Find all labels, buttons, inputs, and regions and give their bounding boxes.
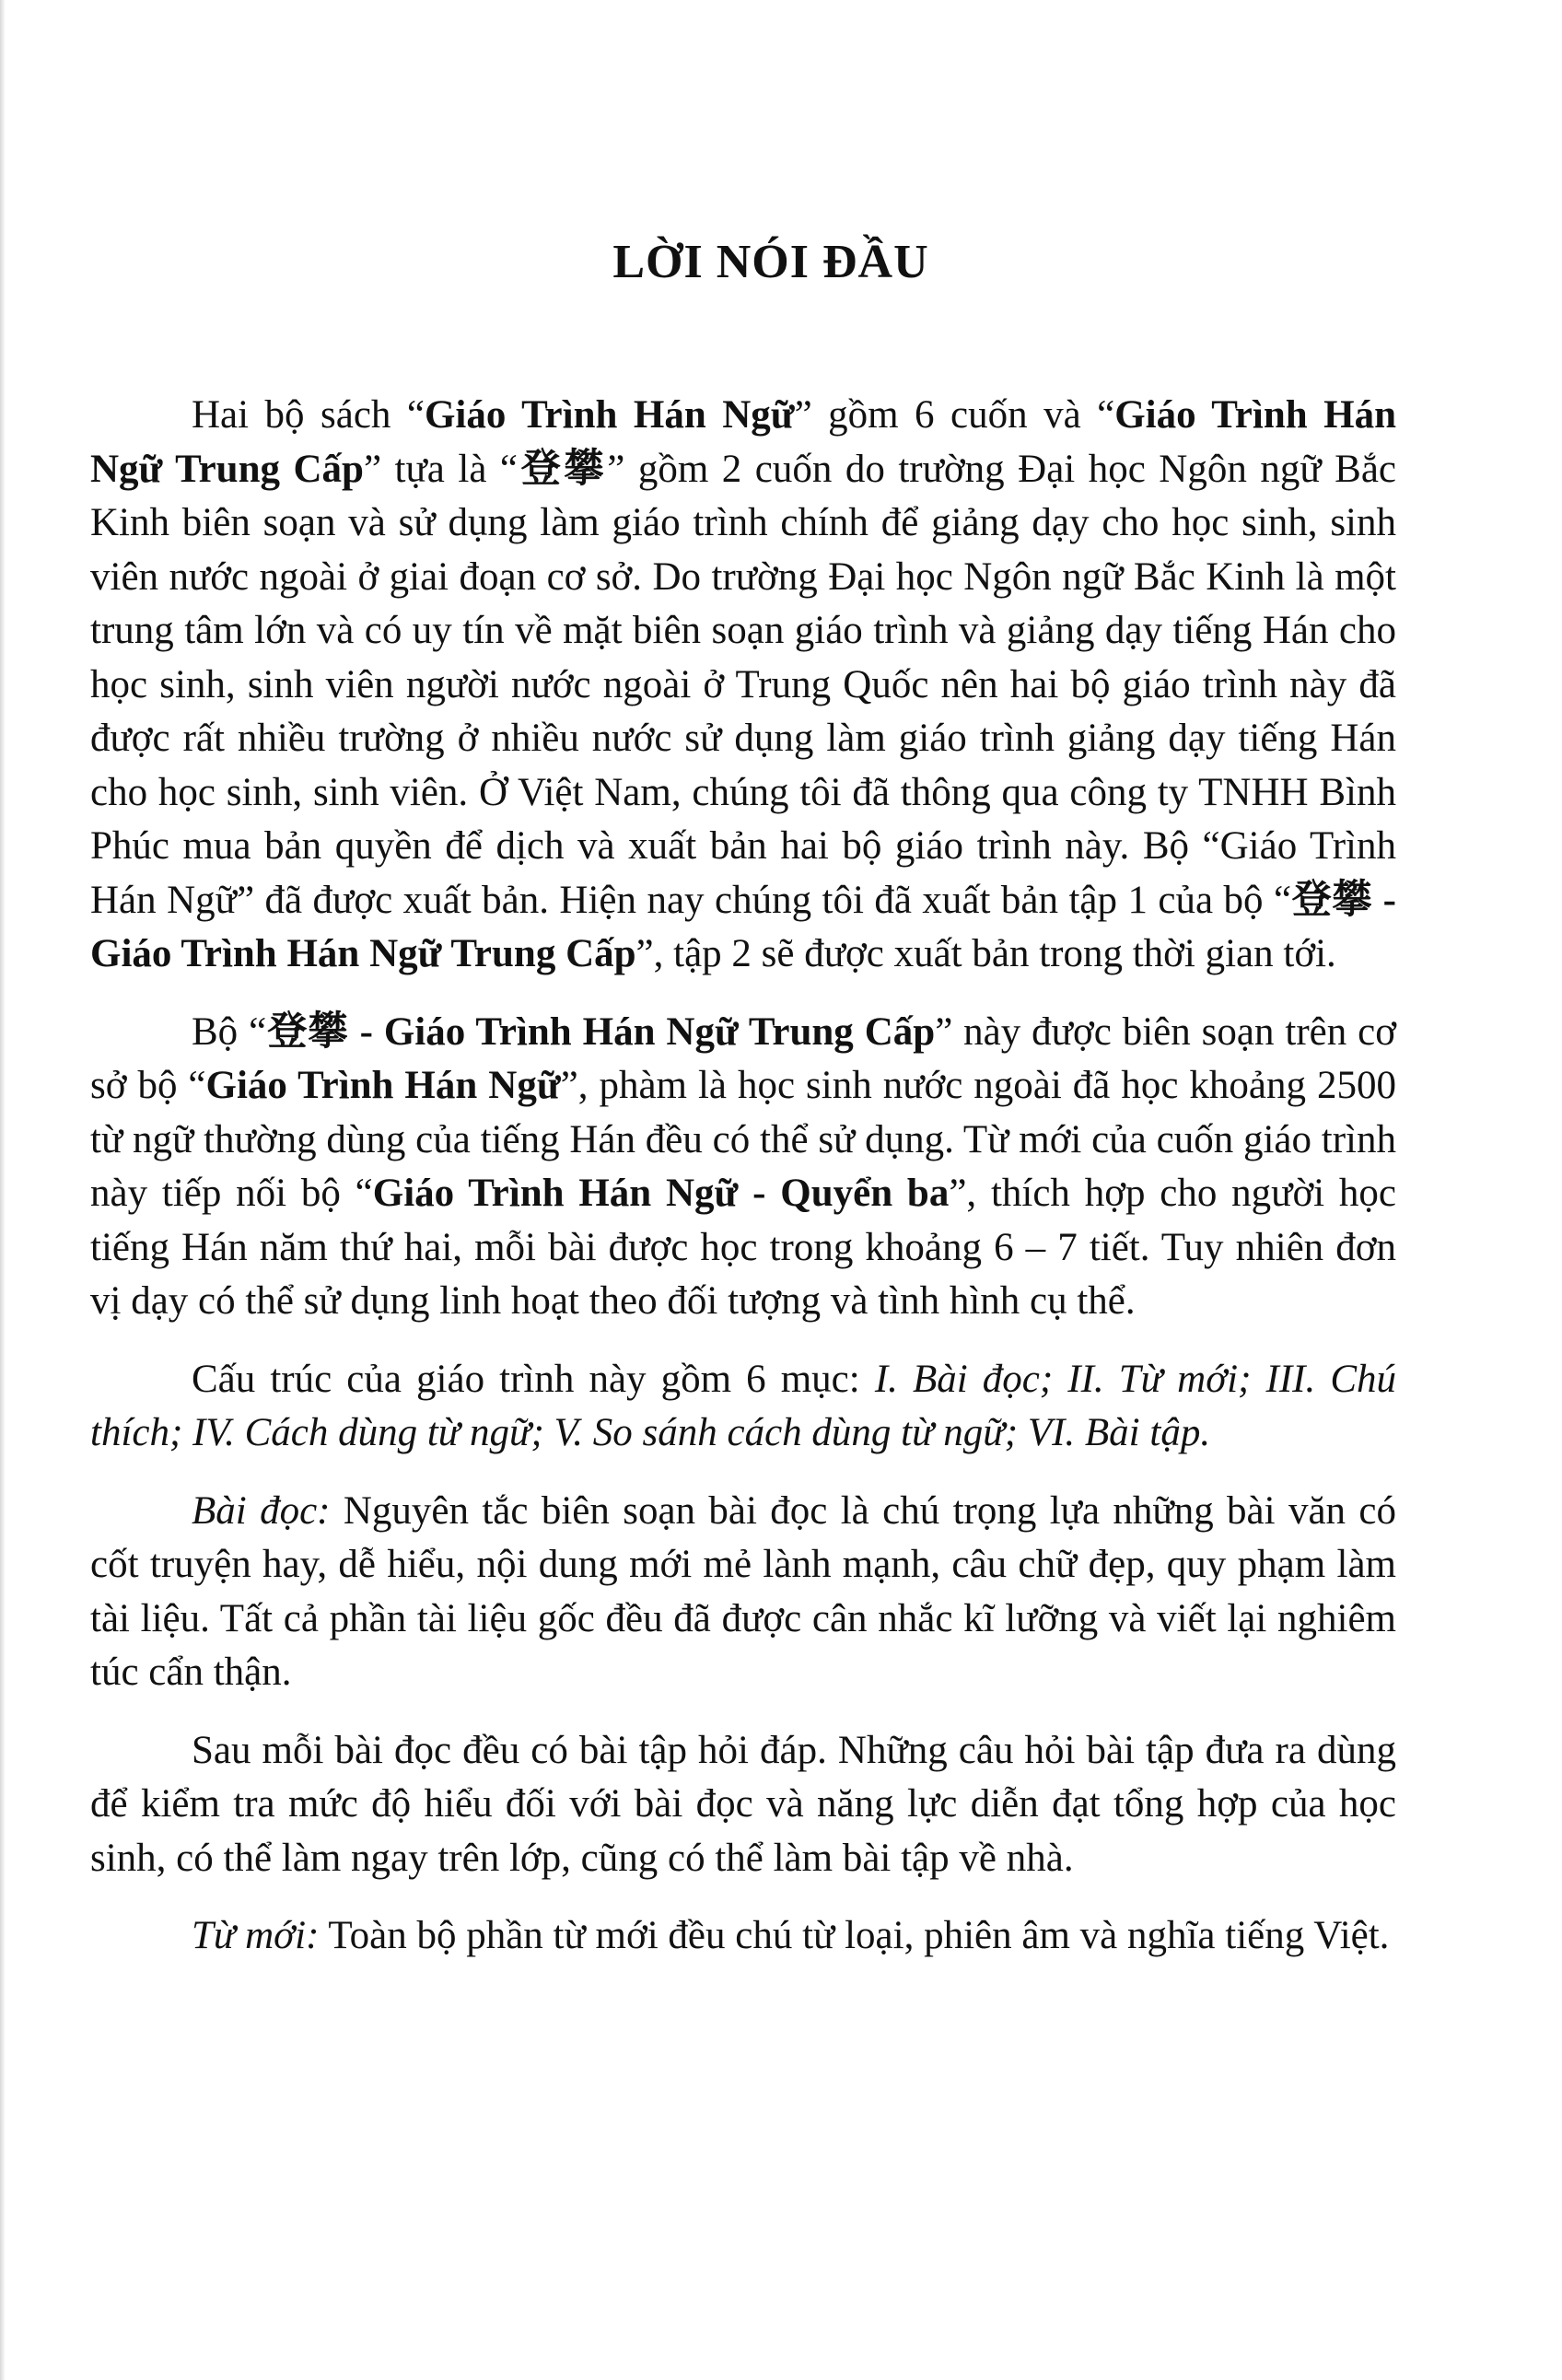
paragraph-vocabulary: Từ mới: Toàn bộ phần từ mới đều chú từ loại, phiên âm và nghĩa tiếng Việt.: [192, 1914, 1390, 1957]
paragraph-book-basis: Bộ “登攀 - Giáo Trình Hán Ngữ Trung Cấp” này được biên soạn trên cơ sở bộ “Giáo Trình Hán Ngữ”, phàm là học sinh nước ngoài đã học khoảng 2500 từ ngữ thường dùng của tiếng Hán đều có thể sử dụng. Từ mới của cuốn giáo trình này tiếp nối bộ “Giáo Trình Hán Ngữ - Quyển ba”, thích hợp cho người học tiếng Hán năm thứ hai, mỗi bài được học trong khoảng 6 – 7 tiết. Tuy nhiên đơn vị dạy có thể sử dụng linh hoạt theo đối tượng và tình hình cụ thể.: [90, 1009, 1397, 1323]
paragraph-structure: Cấu trúc của giáo trình này gồm 6 mục: I. Bài đọc; II. Từ mới; III. Chú thích; IV. Cách dùng từ ngữ; V. So sánh cách dùng từ ngữ; VI. Bài tập.: [90, 1357, 1396, 1454]
paragraph-readings: Bài đọc: Nguyên tắc biên soạn bài đọc là chú trọng lựa những bài văn có cốt truyện hay, dễ hiểu, nội dung mới mẻ lành mạnh, câu chữ đẹp, quy phạm làm tài liệu. Tất cả phần tài liệu gốc đều đã được cân nhắc kĩ lưỡng và viết lại nghiêm túc cẩn thận.: [90, 1488, 1396, 1694]
paragraph-exercises: Sau mỗi bài đọc đều có bài tập hỏi đáp. Những câu hỏi bài tập đưa ra dùng để kiểm tra mức độ hiểu đối với bài đọc và năng lực diễn đạt tổng hợp của học sinh, có thể làm ngay trên lớp, cũng có thể làm bài tập về nhà.: [90, 1728, 1396, 1880]
page-edge-shadow: [0, 0, 6, 2380]
page-title: LỜI NÓI ĐẦU: [612, 236, 929, 288]
paragraph-intro: Hai bộ sách “Giáo Trình Hán Ngữ” gồm 6 cuốn và “Giáo Trình Hán Ngữ Trung Cấp” tựa là “登攀” gồm 2 cuốn do trường Đại học Ngôn ngữ Bắc Kinh biên soạn và sử dụng làm giáo trình chính để giảng dạy cho học sinh, sinh viên nước ngoài ở giai đoạn cơ sở. Do trường Đại học Ngôn ngữ Bắc Kinh là một trung tâm lớn và có uy tín về mặt biên soạn giáo trình và giảng dạy tiếng Hán cho học sinh, sinh viên người nước ngoài ở Trung Quốc nên hai bộ giáo trình này đã được rất nhiều trường ở nhiều nước sử dụng làm giáo trình giảng dạy tiếng Hán cho học sinh, sinh viên. Ở Việt Nam, chúng tôi đã thông qua công ty TNHH Bình Phúc mua bản quyền để dịch và xuất bản hai bộ giáo trình này. Bộ “Giáo Trình Hán Ngữ” đã được xuất bản. Hiện nay chúng tôi đã xuất bản tập 1 của bộ “登攀 - Giáo Trình Hán Ngữ Trung Cấp”, tập 2 sẽ được xuất bản trong thời gian tới.: [90, 393, 1397, 975]
